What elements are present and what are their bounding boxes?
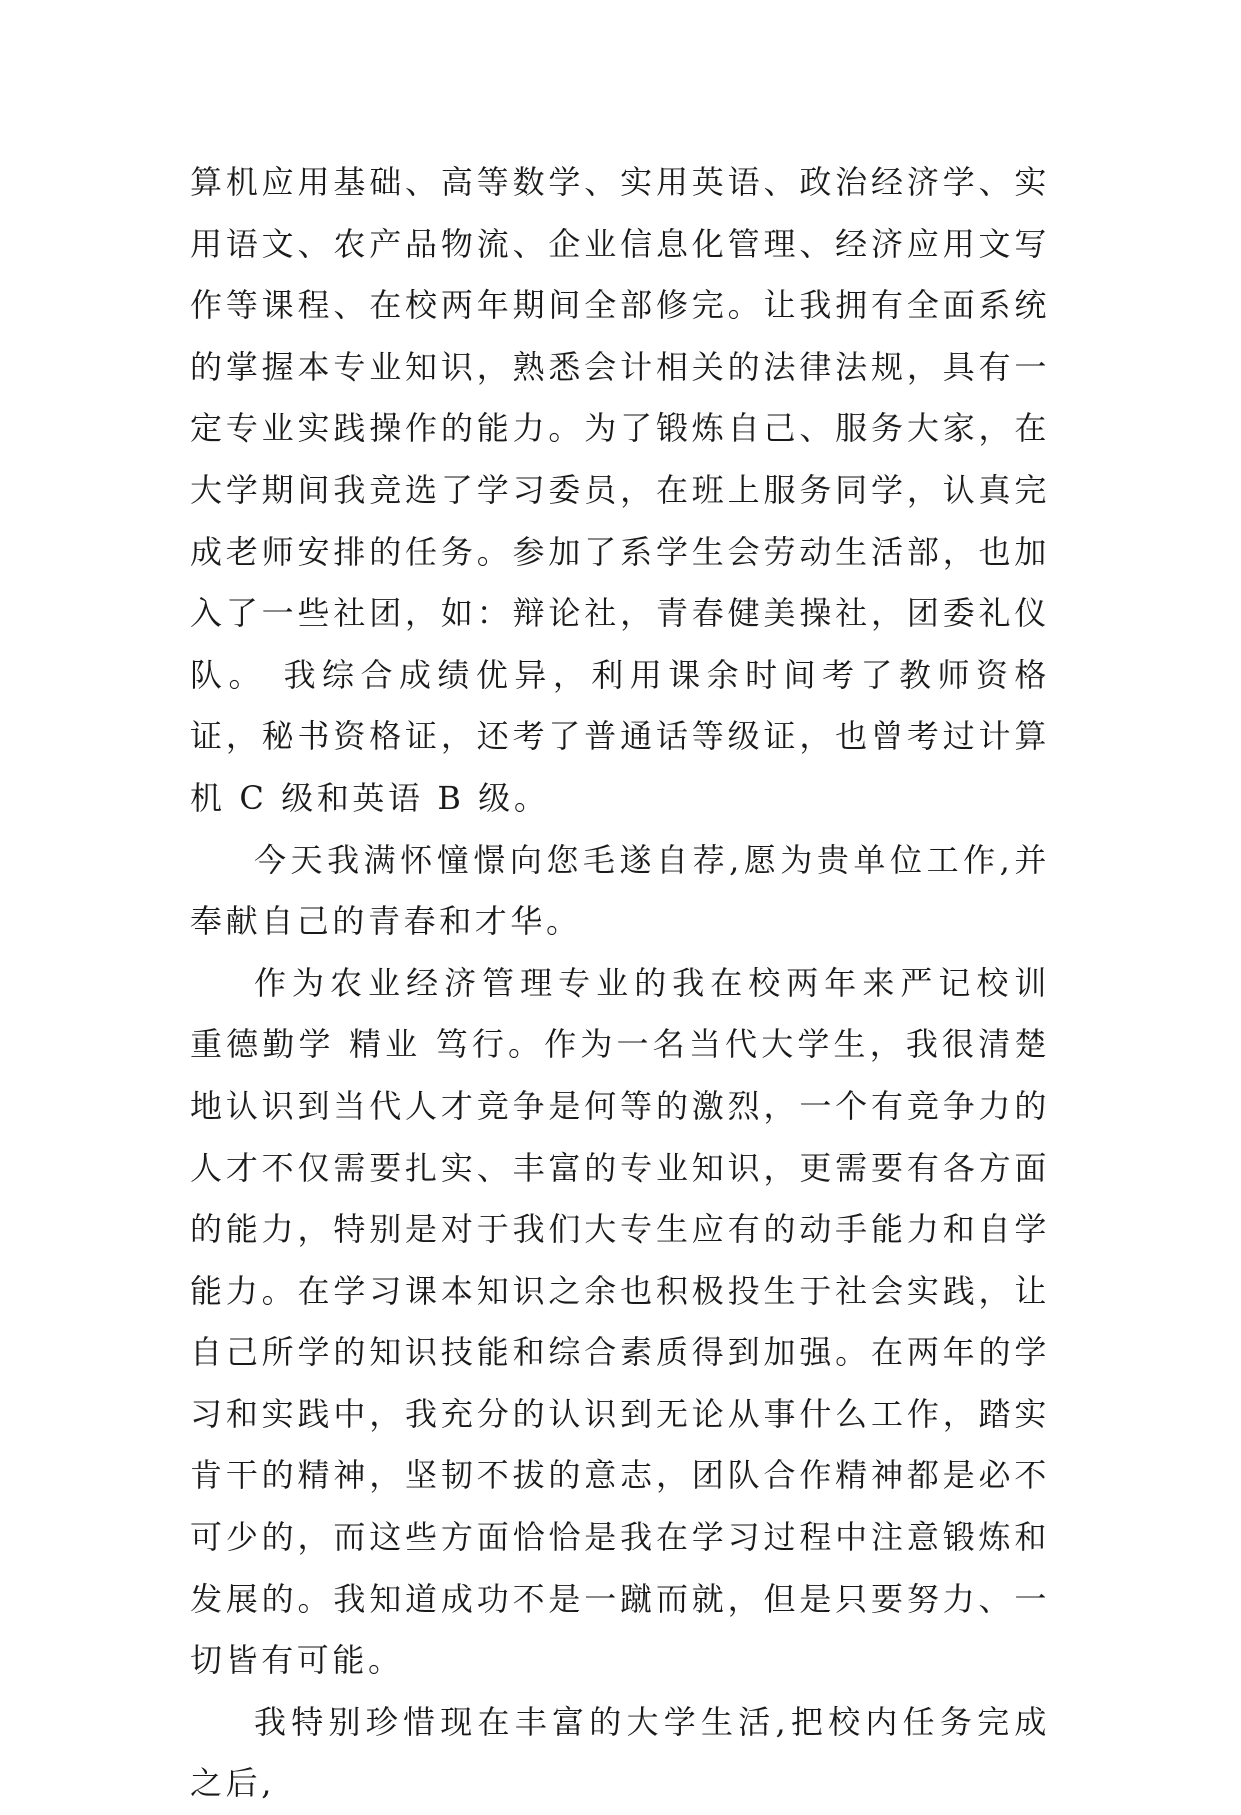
paragraph-continued: 算机应用基础、高等数学、实用英语、政治经济学、实用语文、农产品物流、企业信息化管理、经济应用文写作等课程、在校两年期间全部修完。让我拥有全面系统的掌握本专业知识，熟悉会计相关的法律法规，具有一定专业实践操作的能力。为了锻炼自己、服务大家，在大学期间我竞选了学习委员，在班上服务同学，认真完成老师安排的任务。参加了系学生会劳动生活部，也加入了一些社团，如：辩论社，青春健美操社，团委礼仪队。 我综合成绩优异，利用课余时间考了教师资格证，秘书资格证，还考了普通话等级证，也曾考过计算机 C 级和英语 B 级。 [190,163,1050,817]
document-body [190,152,1050,1815]
paragraph-self-recommendation: 今天我满怀憧憬向您毛遂自荐,愿为贵单位工作,并奉献自己的青春和才华。 [190,840,1050,941]
paragraph-university-life: 我特别珍惜现在丰富的大学生活,把校内任务完成之后, [190,1702,1050,1803]
paragraph-school-experience: 作为农业经济管理专业的我在校两年来严记校训 重德勤学 精业 笃行。作为一名当代大学生，我很清楚地认识到当代人才竞争是何等的激烈，一个有竞争力的人才不仅需要扎实、丰富的专业知识，更需要有各方面的能力，特别是对于我们大专生应有的动手能力和自学能力。在学习课本知识之余也积极投生于社会实践，让自己所学的知识技能和综合素质得到加强。在两年的学习和实践中，我充分的认识到无论从事什么工作，踏实肯干的精神，坚韧不拔的意志，团队合作精神都是必不可少的，而这些方面恰恰是我在学习过程中注意锻炼和发展的。我知道成功不是一蹴而就，但是只要努力、一切皆有可能。 [190,963,1050,1680]
